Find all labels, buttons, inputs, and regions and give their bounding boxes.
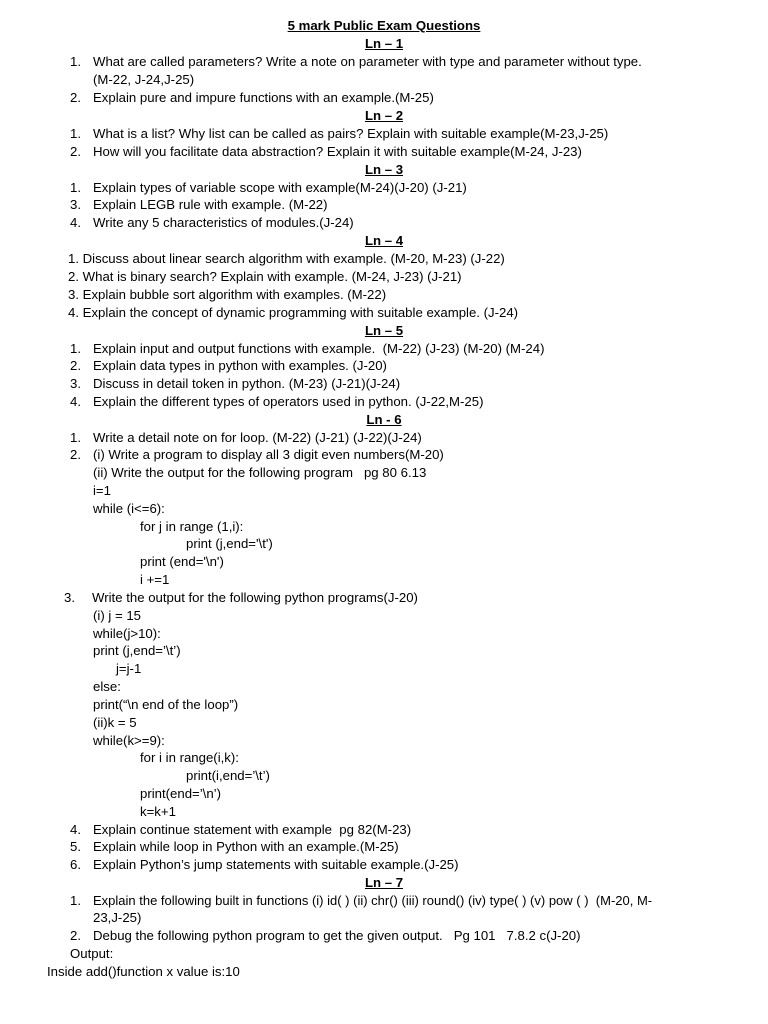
code-line: print(end=’\n’) (140, 786, 221, 801)
code-line: print(“\n end of the loop”) (93, 697, 239, 712)
code-line: while(j>10): (93, 626, 161, 641)
question-text: Explain LEGB rule with example. (M-22) (93, 197, 328, 212)
question-text: Explain the following built in functions (i) id( ) (ii) chr() (iii) round() (iv) type( ) (v) pow ( ) (M-20, M- (93, 893, 653, 908)
question-text-continued: 23,J-25) (93, 910, 142, 925)
question-text: Explain types of variable scope with example(M-24)(J-20) (J-21) (93, 180, 467, 195)
question-number: 4. (70, 822, 81, 837)
question-text: Explain pure and impure functions with an example.(M-25) (93, 90, 434, 105)
output-label: Output: (70, 946, 114, 961)
question-text: How will you facilitate data abstraction? Explain it with suitable example(M-24, J-23) (93, 144, 582, 159)
question-number: 2. (70, 144, 81, 159)
question-text: Explain Python’s jump statements with suitable example.(J-25) (93, 857, 459, 872)
question-text: Explain while loop in Python with an example.(M-25) (93, 839, 399, 854)
question-text: 4. Explain the concept of dynamic programming with suitable example. (J-24) (68, 305, 519, 320)
question-number: 5. (70, 839, 81, 854)
question-number: 4. (70, 394, 81, 409)
page-title: 5 mark Public Exam Questions (287, 18, 481, 33)
question-text-continued: (M-22, J-24,J-25) (93, 72, 195, 87)
lesson-heading-ln4: Ln – 4 (364, 233, 404, 248)
question-number: 1. (70, 126, 81, 141)
lesson-heading-ln1: Ln – 1 (364, 36, 404, 51)
question-text: Write any 5 characteristics of modules.(J-24) (93, 215, 354, 230)
question-text: Debug the following python program to get the given output. Pg 101 7.8.2 c(J-20) (93, 928, 581, 943)
question-text: What is a list? Why list can be called as pairs? Explain with suitable example(M-23,J-25) (93, 126, 609, 141)
question-text: Explain input and output functions with example. (M-22) (J-23) (M-20) (M-24) (93, 341, 545, 356)
code-line: print (end='\n') (140, 554, 224, 569)
lesson-heading-ln5: Ln – 5 (364, 323, 404, 338)
code-line: i=1 (93, 483, 111, 498)
code-line: j=j-1 (116, 661, 142, 676)
code-line: (ii)k = 5 (93, 715, 137, 730)
question-text: Discuss in detail token in python. (M-23) (J-21)(J-24) (93, 376, 401, 391)
lesson-heading-ln6: Ln - 6 (366, 412, 402, 427)
question-text: Write the output for the following python programs(J-20) (92, 590, 418, 605)
lesson-heading-ln3: Ln – 3 (364, 162, 404, 177)
code-line: (i) j = 15 (93, 608, 142, 623)
code-line: for i in range(i,k): (140, 750, 239, 765)
question-text: What are called parameters? Write a note on parameter with type and parameter without type. (93, 54, 642, 69)
code-line: print (j,end=’\t’) (93, 643, 181, 658)
question-number: 3. (64, 590, 75, 605)
code-line: while (i<=6): (93, 501, 165, 516)
question-number: 1. (70, 341, 81, 356)
code-line: i +=1 (140, 572, 170, 587)
question-text: 3. Explain bubble sort algorithm with examples. (M-22) (68, 287, 387, 302)
lesson-heading-ln2: Ln – 2 (364, 108, 404, 123)
question-number: 1. (70, 180, 81, 195)
question-number: 1. (70, 893, 81, 908)
question-number: 4. (70, 215, 81, 230)
question-number: 1. (70, 54, 81, 69)
code-line: (ii) Write the output for the following program pg 80 6.13 (93, 465, 427, 480)
question-number: 3. (70, 376, 81, 391)
code-line: for j in range (1,i): (140, 519, 244, 534)
question-text: 1. Discuss about linear search algorithm with example. (M-20, M-23) (J-22) (68, 251, 505, 266)
question-number: 3. (70, 197, 81, 212)
question-number: 2. (70, 447, 81, 462)
code-line: print (j,end='\t') (186, 536, 273, 551)
question-text: Explain data types in python with examples. (J-20) (93, 358, 387, 373)
question-number: 2. (70, 928, 81, 943)
code-line: k=k+1 (140, 804, 176, 819)
question-number: 6. (70, 857, 81, 872)
question-number: 2. (70, 358, 81, 373)
code-line: while(k>=9): (93, 733, 165, 748)
question-text: Explain the different types of operators used in python. (J-22,M-25) (93, 394, 484, 409)
code-line: else: (93, 679, 121, 694)
question-text: (i) Write a program to display all 3 digit even numbers(M-20) (93, 447, 444, 462)
output-text: Inside add()function x value is:10 (47, 964, 240, 979)
question-number: 2. (70, 90, 81, 105)
code-line: print(i,end=’\t’) (186, 768, 270, 783)
question-number: 1. (70, 430, 81, 445)
question-text: Write a detail note on for loop. (M-22) (J-21) (J-22)(J-24) (93, 430, 422, 445)
lesson-heading-ln7: Ln – 7 (364, 875, 404, 890)
question-text: Explain continue statement with example pg 82(M-23) (93, 822, 412, 837)
question-text: 2. What is binary search? Explain with example. (M-24, J-23) (J-21) (68, 269, 462, 284)
